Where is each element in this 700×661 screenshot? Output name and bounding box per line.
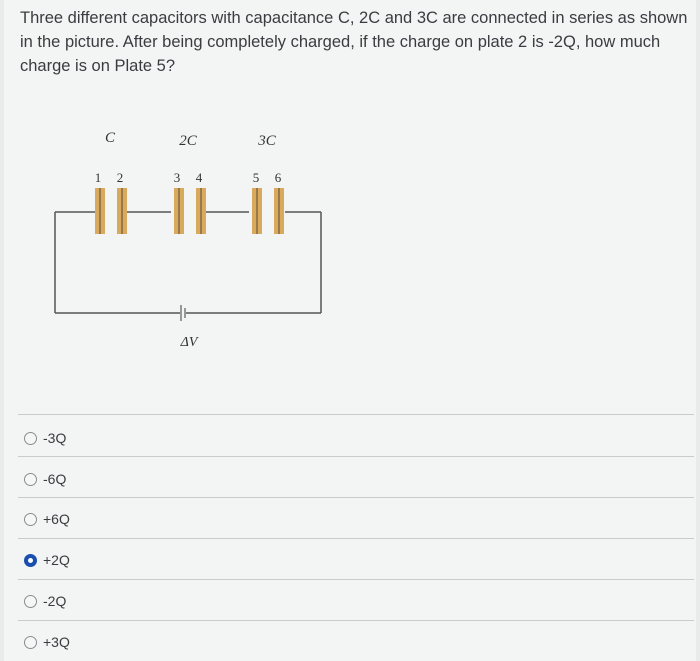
- radio-option-0[interactable]: [24, 432, 37, 445]
- battery-label: ΔV: [180, 335, 198, 350]
- plate-number-4: 4: [195, 170, 203, 185]
- option-1[interactable]: [24, 462, 66, 496]
- option-label: -6Q: [43, 471, 67, 487]
- option-label: -2Q: [43, 593, 67, 609]
- divider: [18, 620, 694, 621]
- option-label: +6Q: [43, 511, 70, 527]
- divider: [18, 456, 694, 457]
- plate-number-1: 1: [94, 170, 102, 185]
- plate-number-3: 3: [173, 170, 181, 185]
- option-3[interactable]: [24, 543, 70, 577]
- divider: [18, 579, 694, 580]
- divider: [18, 497, 694, 498]
- radio-option-1[interactable]: [24, 473, 37, 486]
- option-label: +3Q: [43, 634, 70, 650]
- capacitor-plates: [95, 188, 284, 234]
- plate-number-6: 6: [274, 170, 282, 185]
- plate-number-5: 5: [252, 170, 260, 185]
- plate-number-2: 2: [116, 170, 124, 185]
- option-5[interactable]: [24, 625, 70, 659]
- radio-option-5[interactable]: [24, 636, 37, 649]
- divider: [18, 538, 694, 539]
- option-2[interactable]: [24, 502, 70, 536]
- question-text: Three different capacitors with capacitance C, 2C and 3C are connected in series as shown in the picture. After being completely charged, if the charge on plate 2 is -2Q, how much charge is on Plate 5?: [20, 9, 688, 75]
- capacitor-label-3c: 3C: [258, 133, 276, 149]
- option-0[interactable]: [24, 421, 66, 455]
- radio-option-2[interactable]: [24, 513, 37, 526]
- divider: [18, 414, 694, 415]
- option-label: -3Q: [43, 430, 67, 446]
- capacitor-label-2c: 2C: [179, 133, 197, 149]
- option-4[interactable]: [24, 584, 66, 618]
- radio-option-4[interactable]: [24, 595, 37, 608]
- radio-option-3[interactable]: [24, 554, 37, 567]
- option-label: +2Q: [43, 552, 70, 568]
- capacitor-label-c: C: [104, 130, 116, 146]
